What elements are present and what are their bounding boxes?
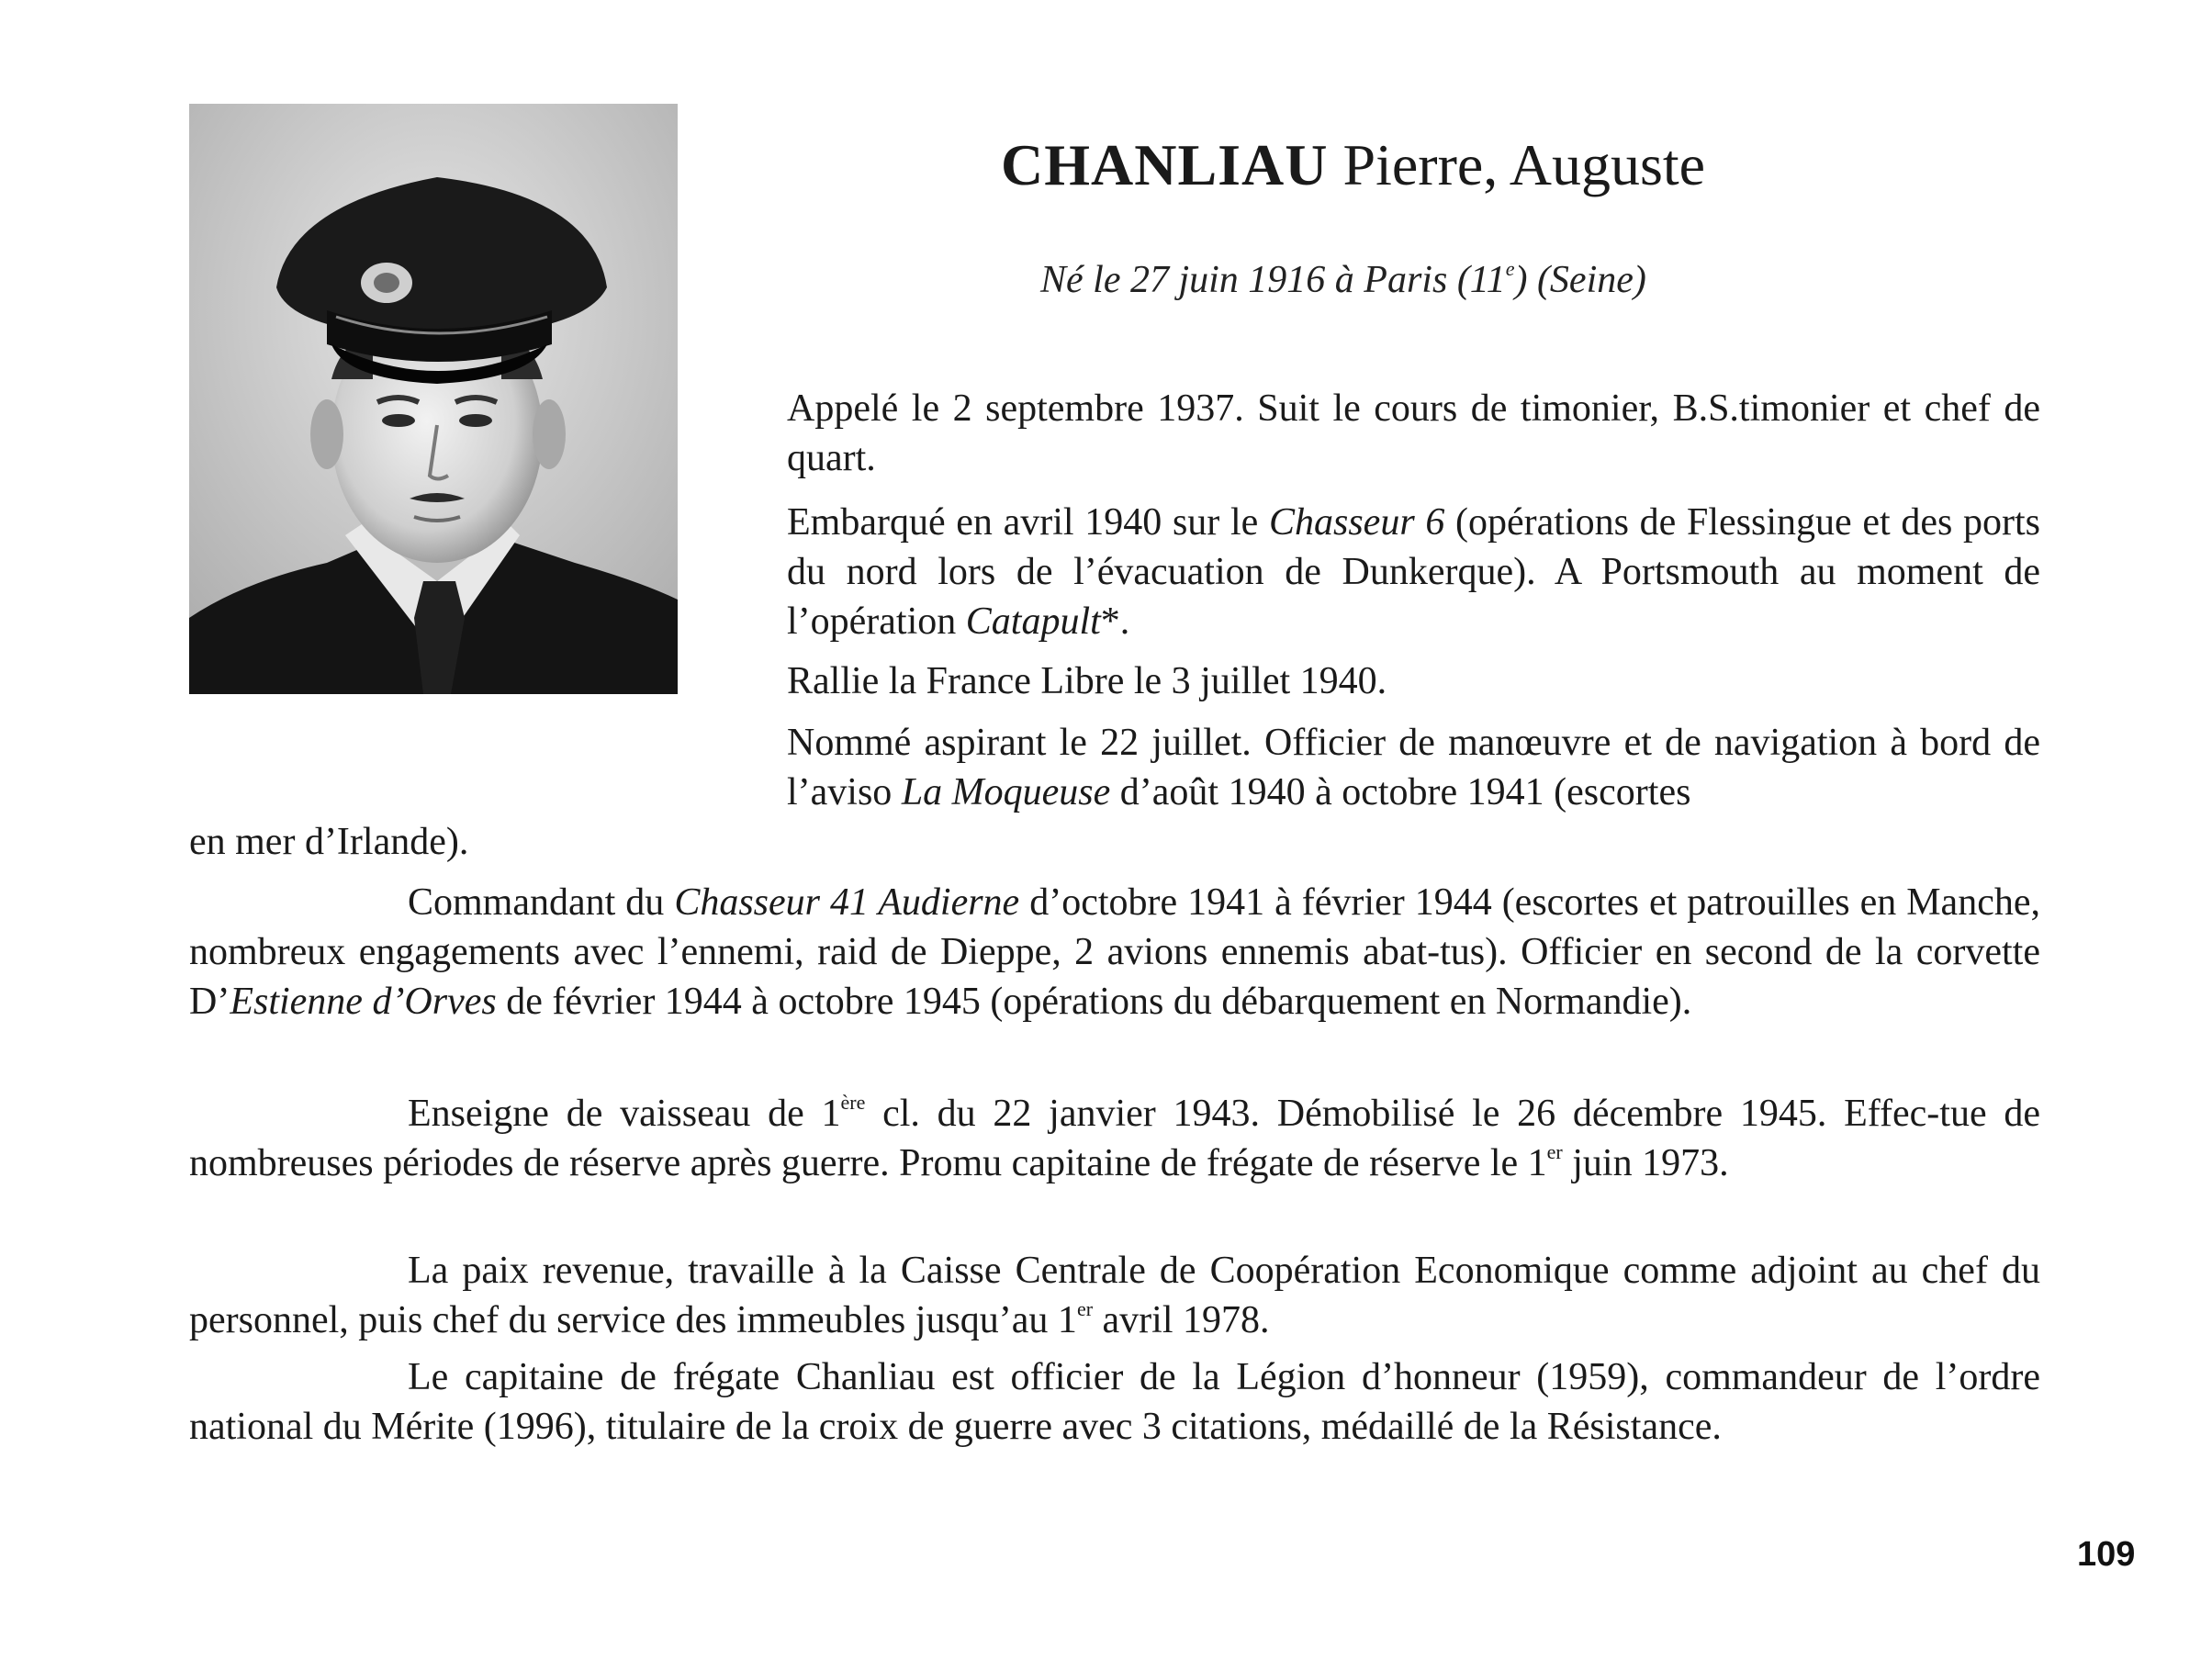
bio-text: Enseigne de vaisseau de 1 — [408, 1093, 841, 1135]
bio-paragraph-8 — [189, 1352, 2040, 1452]
operation-name: Catapult — [965, 600, 1101, 643]
bio-text: (opérations de Flessingue et des ports du nord lors de l’évacuation de Dunkerque). A Portsmouth au moment de l’opération — [787, 501, 2041, 643]
ordinal-sup: er — [1076, 1297, 1094, 1320]
portrait-photo — [189, 104, 678, 694]
bio-paragraph-2 — [787, 498, 2040, 646]
ship-name: Chasseur 6 — [1268, 501, 1445, 544]
person-name-heading — [1001, 129, 1873, 202]
bio-text: Rallie la France Libre le 3 juillet 1940. — [787, 660, 1387, 702]
bio-text: avril 1978. — [1093, 1299, 1270, 1341]
birth-prefix: Né le 27 juin 1916 à Paris (11 — [1040, 259, 1506, 301]
bio-text: en mer d’Irlande). — [189, 821, 469, 863]
ship-name: La Moqueuse — [901, 771, 1111, 813]
bio-paragraph-1 — [787, 384, 2040, 483]
ship-name: Estienne d’Orves — [230, 981, 497, 1023]
bio-paragraph-5 — [189, 878, 2040, 1026]
bio-paragraph-4-continued — [189, 817, 2040, 867]
birth-sup: e — [1505, 257, 1515, 280]
portrait-photo-icon — [189, 104, 678, 694]
birth-suffix: ) (Seine) — [1514, 259, 1646, 301]
ordinal-sup: er — [1546, 1140, 1563, 1163]
bio-text: d’octobre 1941 à février 1944 (escortes et patrouilles en Manche, nombreux engagements avec l’ennemi, raid de Dieppe, 2 avions ennemis abat-tus). Officier en second de la corvette D’ — [189, 881, 2040, 1023]
bio-paragraph-7 — [189, 1246, 2040, 1345]
bio-text: Le capitaine de frégate Chanliau est officier de la Légion d’honneur (1959), commandeur de l’ordre national du Mérite (1996), titulaire de la croix de guerre avec 3 citations, médaillé de la Résistance. — [189, 1356, 2040, 1448]
ship-name: Chasseur 41 Audierne — [674, 881, 1020, 924]
bio-text: de février 1944 à octobre 1945 (opérations du débarquement en Normandie). — [496, 981, 1692, 1023]
bio-text: d’août 1940 à octobre 1941 (escortes — [1110, 771, 1691, 813]
bio-text: *. — [1100, 600, 1130, 643]
bio-paragraph-3 — [787, 656, 2040, 706]
page-number: 109 — [2077, 1535, 2136, 1574]
bio-text: Embarqué en avril 1940 sur le — [787, 501, 1269, 544]
bio-text: cl. du 22 janvier 1943. Démobilisé le 26 décembre 1945. Effec-tue de nombreuses périodes de réserve après guerre. Promu capitaine de frégate de réserve le 1 — [189, 1093, 2040, 1184]
bio-text: Commandant du — [408, 881, 675, 924]
bio-text: Appelé le 2 septembre 1937. Suit le cours de timonier, B.S.timonier et chef de quart. — [787, 387, 2040, 479]
given-names: Pierre, Auguste — [1342, 132, 1706, 197]
ordinal-sup: ère — [840, 1091, 866, 1114]
bio-text: Nommé aspirant le 22 juillet. Officier de manœuvre et de navigation à bord de l’aviso — [787, 722, 2040, 813]
birth-line — [1040, 257, 1867, 302]
surname: CHANLIAU — [1001, 132, 1329, 197]
bio-paragraph-6 — [189, 1089, 2040, 1188]
bio-text: juin 1973. — [1562, 1142, 1729, 1184]
bio-paragraph-4 — [787, 718, 2040, 817]
bio-text: La paix revenue, travaille à la Caisse Centrale de Coopération Economique comme adjoint au chef du personnel, puis chef du service des immeubles jusqu’au 1 — [189, 1250, 2040, 1341]
